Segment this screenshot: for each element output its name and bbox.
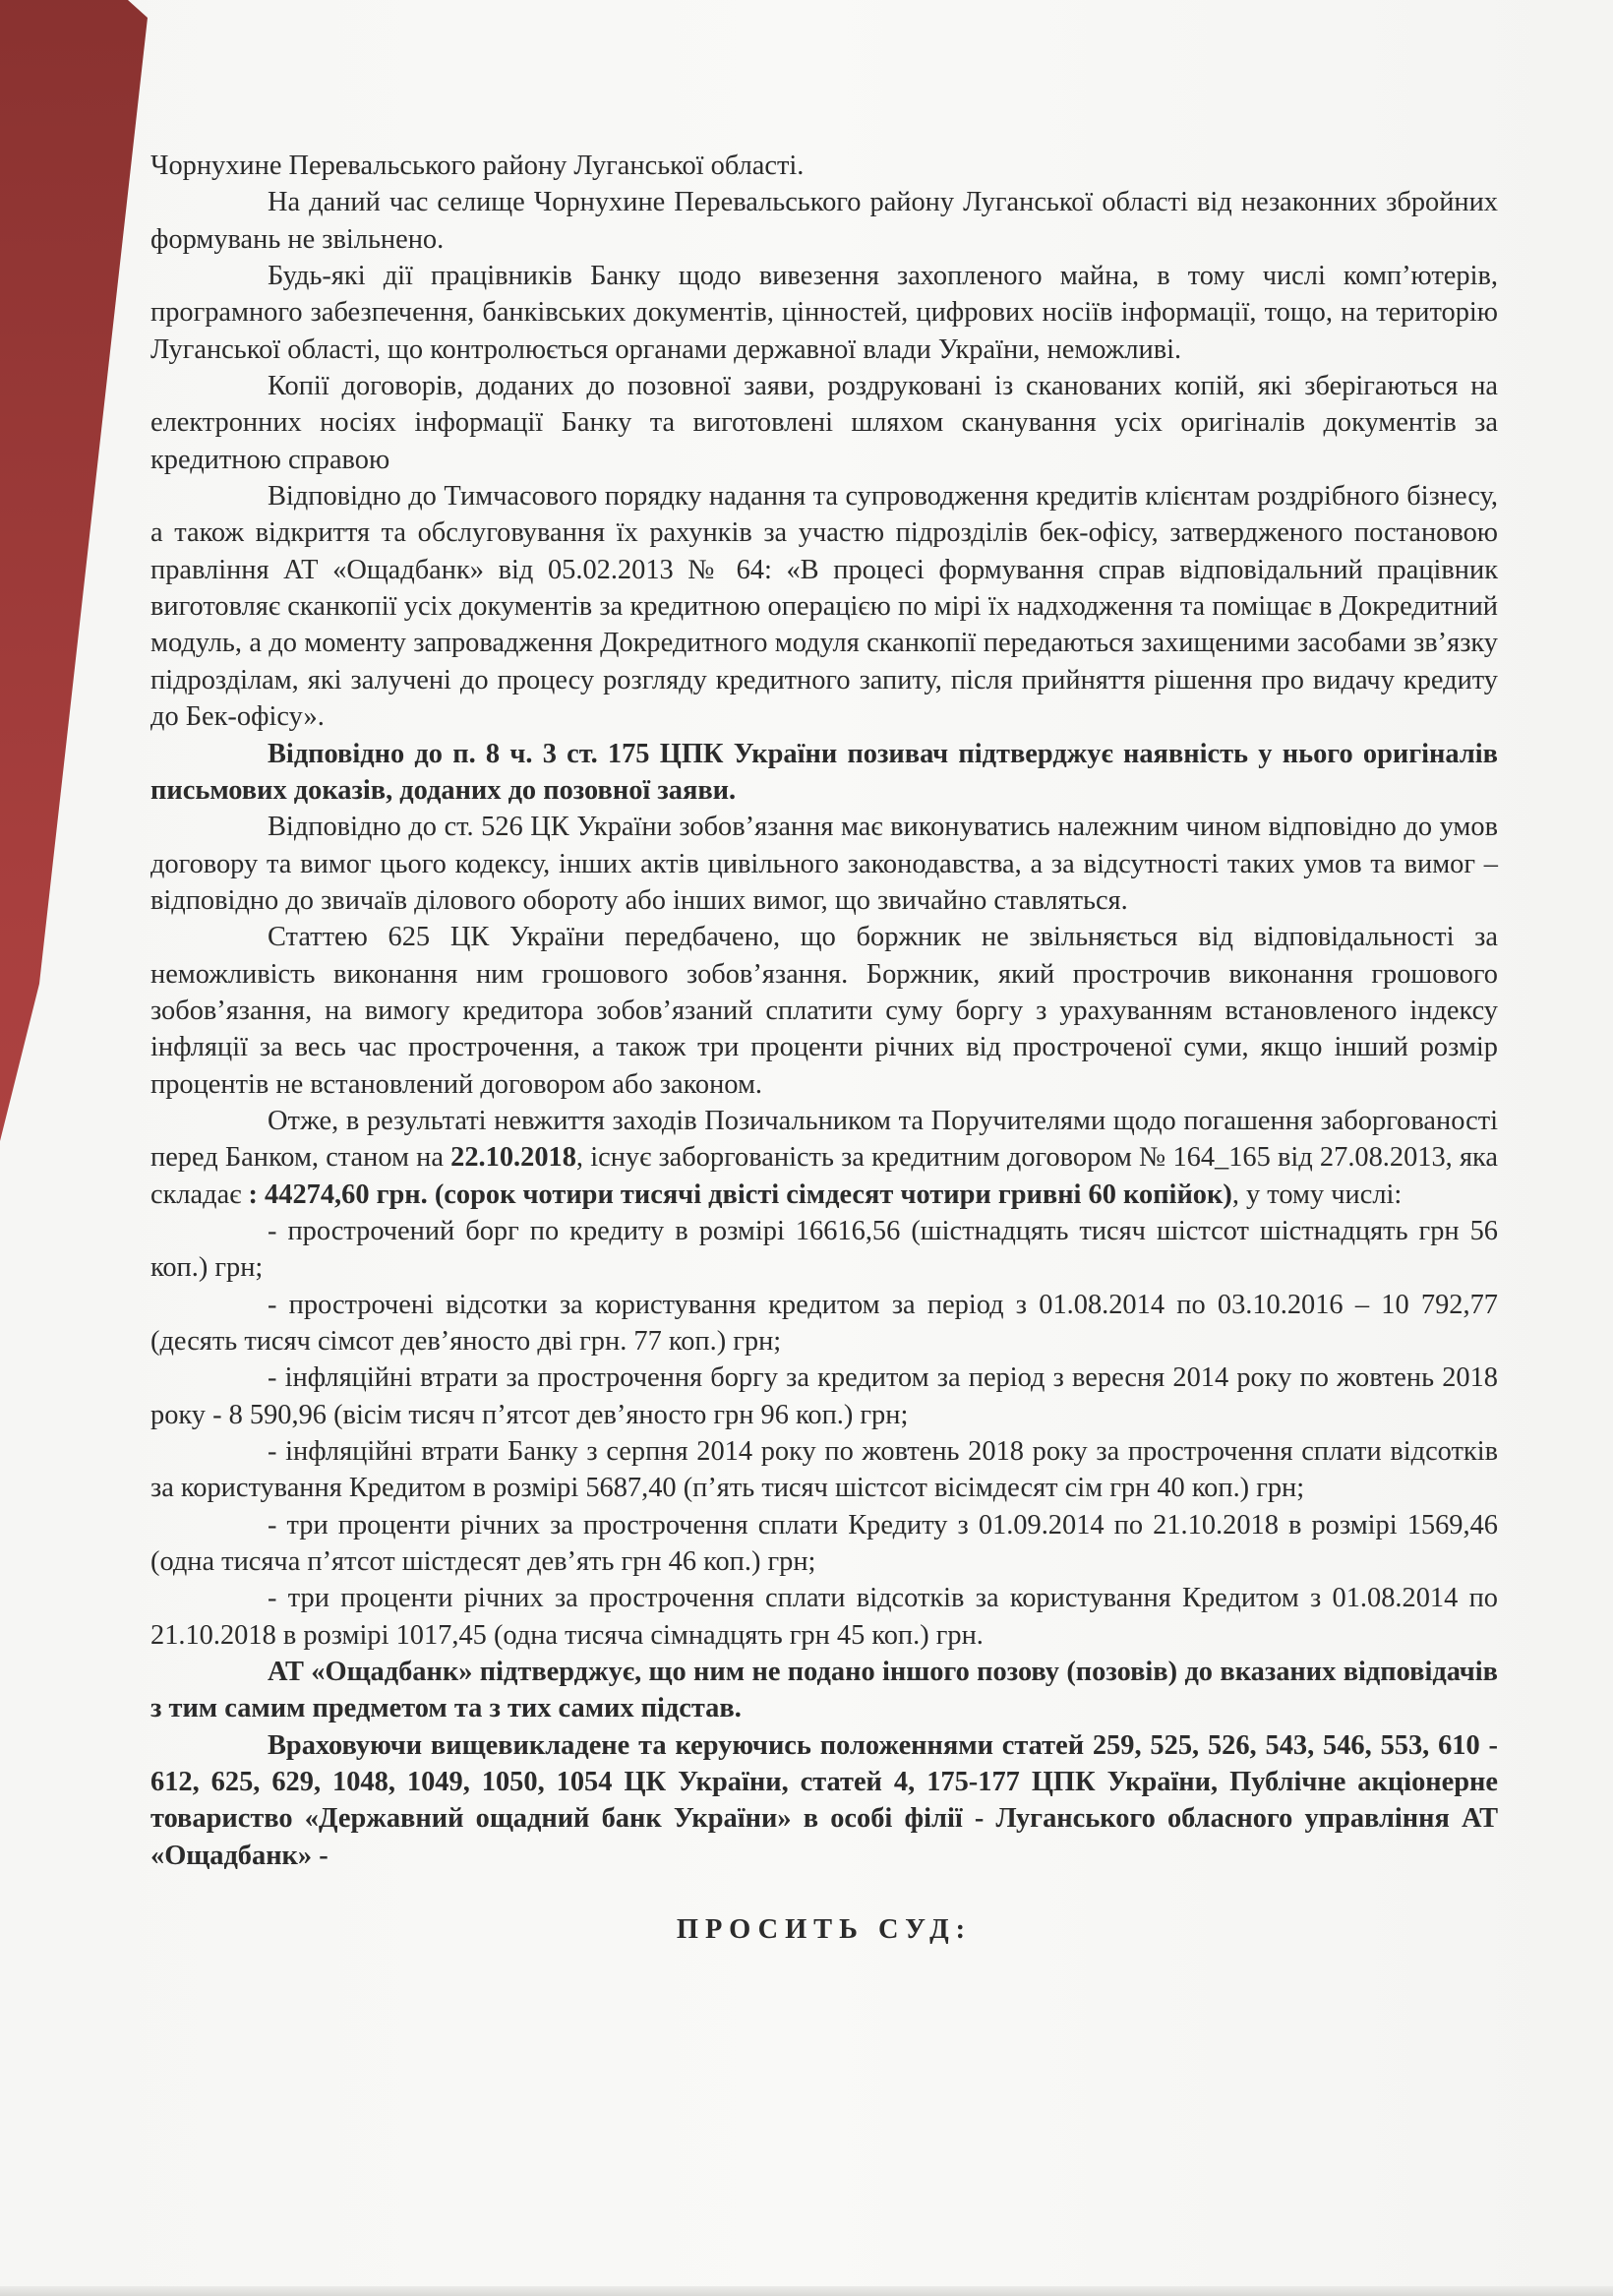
- debt-date: 22.10.2018: [450, 1142, 576, 1174]
- debt-text-3: , у тому числі:: [1231, 1178, 1403, 1210]
- debt-text-2: , існує заборгованість за кредитним договором № 164_165 від 27.08.2013, яка складає: [150, 1142, 1498, 1210]
- paragraph: Копії договорів, доданих до позовної заяви, роздруковані із сканованих копій, які зберігаються на електронних носіях інформації Банку та виготовлені шляхом сканування усіх оригіналів документів за кредитною справою: [150, 371, 1498, 475]
- paragraph: Чорнухине Перевальського району Луганської області.: [150, 151, 805, 181]
- debt-item: - три проценти річних за прострочення сплати Кредиту з 01.09.2014 по 21.10.2018 в розмірі 1569,46 (одна тисяча п’ятсот шістдесят дев’ять грн 46 коп.) грн;: [150, 1509, 1498, 1578]
- document-body: [150, 148, 1498, 1949]
- bold-paragraph: АТ «Ощадбанк» підтверджує, що ним не подано іншого позову (позовів) до вказаних відповідачів з тим самим предметом та з тих самих підстав.: [150, 1657, 1498, 1724]
- section-heading: ПРОСИТЬ СУД:: [676, 1914, 973, 1946]
- debt-item: - три проценти річних за прострочення сплати відсотків за користування Кредитом з 01.08.2014 по 21.10.2018 в розмірі 1017,45 (одна тисяча сімнадцять грн 45 коп.) грн.: [150, 1583, 1498, 1651]
- debt-item: - прострочені відсотки за користування кредитом за період з 01.08.2014 по 03.10.2016 – 10 792,77 (десять тисяч сімсот дев’яносто дві грн. 77 коп.) грн;: [150, 1289, 1498, 1357]
- paragraph: Будь-які дії працівників Банку щодо вивезення захопленого майна, в тому числі комп’ютерів, програмного забезпечення, банківських документів, цінностей, цифрових носіїв інформації, тощо, на територію Луганської області, що контролюється органами державної влади України, неможливі.: [150, 261, 1498, 365]
- bold-paragraph: Відповідно до п. 8 ч. 3 ст. 175 ЦПК України позивач підтверджує наявність у нього оригіналів письмових доказів, доданих до позовної заяви.: [150, 738, 1498, 806]
- debt-paragraph: [150, 1103, 1498, 1213]
- bold-paragraph: Враховуючи вищевикладене та керуючись положеннями статей 259, 525, 526, 543, 546, 553, 610 - 612, 625, 629, 1048, 1049, 1050, 1054 ЦК України, статей 4, 175-177 ЦПК України, Публічне акціонерне товариство «Державний ощадний банк України» в особі філії - Луганського обласного управління АТ «Ощадбанк» -: [150, 1729, 1498, 1871]
- debt-text-1: Отже, в результаті невжиття заходів Позичальником та Поручителями щодо погашення заборгованості перед Банком, станом на: [150, 1105, 1498, 1174]
- paragraph: Відповідно до Тимчасового порядку надання та супроводження кредитів клієнтам роздрібного бізнесу, а також відкриття та обслуговування їх рахунків за участю підрозділів бек-офісу, затвердженого постановою правління АТ «Ощадбанк» від 05.02.2013 № 64: «В процесі формування справ відповідальний працівник виготовляє сканкопії усіх документів за кредитною операцією по мірі їх надходження та поміщає в Докредитний модуль, а до моменту запровадження Докредитного модуля сканкопії передаються захищеними засобами зв’язку підрозділам, які залучені до процесу розгляду кредитного запиту, після прийняття рішення про видачу кредиту до Бек-офісу».: [150, 481, 1498, 733]
- debt-amount: : 44274,60 грн. (сорок чотири тисячі двісті сімдесят чотири гривні 60 копійок): [248, 1178, 1232, 1210]
- debt-item: - прострочений борг по кредиту в розмірі 16616,56 (шістнадцять тисяч шістсот шістнадцять грн 56 коп.) грн;: [150, 1215, 1498, 1284]
- page-bottom-edge: [0, 2286, 1613, 2296]
- paragraph: Відповідно до ст. 526 ЦК України зобов’язання має виконуватись належним чином відповідно до умов договору та вимог цього кодексу, інших актів цивільного законодавства, а за відсутності таких умов та вимог – відповідно до звичаїв ділового обороту або інших вимог, що звичайно ставляться.: [150, 812, 1498, 916]
- paragraph: На даний час селище Чорнухине Перевальського району Луганської області від незаконних збройних формувань не звільнено.: [150, 187, 1498, 255]
- debt-item: - інфляційні втрати за прострочення боргу за кредитом за період з вересня 2014 року по жовтень 2018 року - 8 590,96 (вісім тисяч п’ятсот дев’яносто грн 96 коп.) грн;: [150, 1362, 1498, 1430]
- debt-item: - інфляційні втрати Банку з серпня 2014 року по жовтень 2018 року за прострочення сплати відсотків за користування Кредитом в розмірі 5687,40 (п’ять тисяч шістсот вісімдесят сім грн 40 коп.) грн;: [150, 1436, 1498, 1504]
- paragraph: Статтею 625 ЦК України передбачено, що боржник не звільняється від відповідальності за неможливість виконання ним грошового зобов’язання. Боржник, який прострочив виконання грошового зобов’язання, на вимогу кредитора зобов’язаний сплатити суму боргу з урахуванням встановленого індексу інфляції за весь час прострочення, а також три проценти річних від простроченої суми, якщо інший розмір процентів не встановлений договором або законом.: [150, 922, 1498, 1100]
